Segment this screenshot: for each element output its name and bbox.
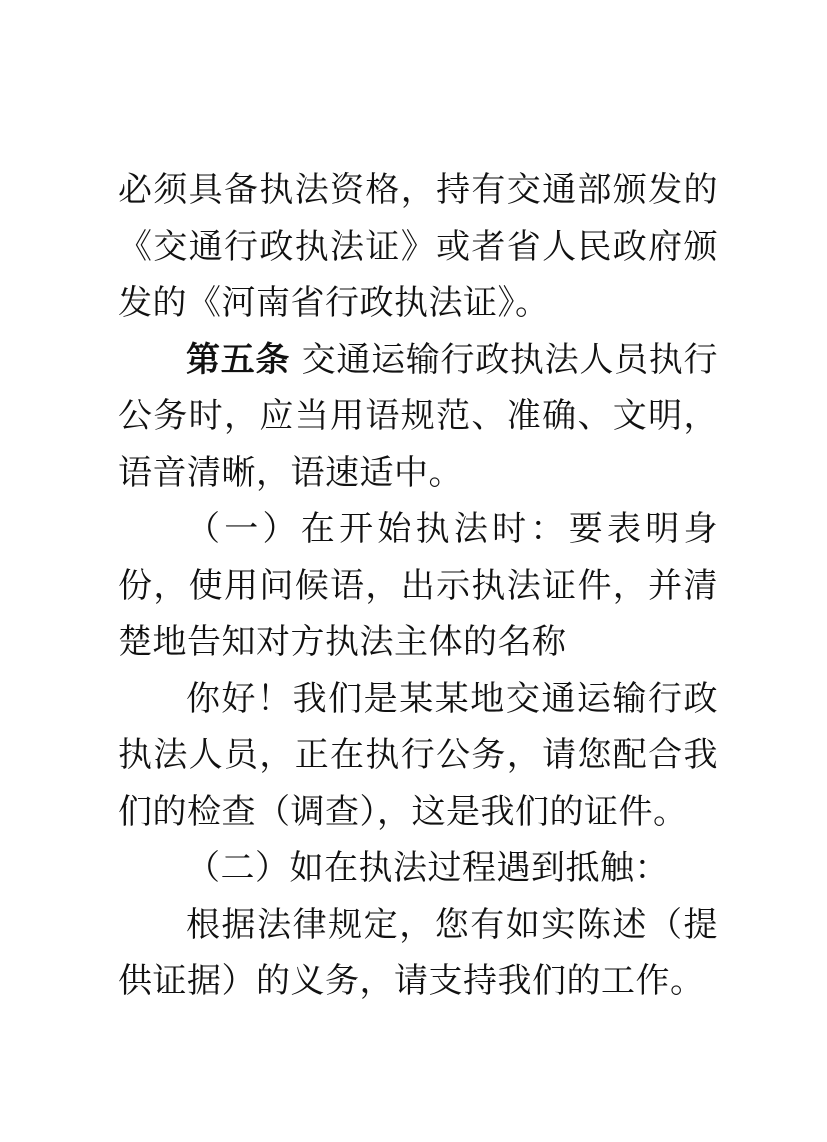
paragraph-item-one: （一）在开始执法时：要表明身份，使用问候语，出示执法证件，并清楚地告知对方执法主体的名称 [118, 509, 718, 662]
document-body [118, 162, 718, 1010]
paragraph-resistance-script: 根据法律规定，您有如实陈述（提供证据）的义务，请支持我们的工作。 [118, 904, 718, 1001]
paragraph-item-two: （二）如在执法过程遇到抵触： [186, 848, 669, 888]
paragraph-qualification: 必须具备执法资格，持有交通部颁发的《交通行政执法证》或者省人民政府颁发的《河南省行政执法证》。 [118, 170, 718, 323]
paragraph-greeting-script: 你好！我们是某某地交通运输行政执法人员，正在执行公务，请您配合我们的检查（调查），这是我们的证件。 [118, 678, 718, 832]
paragraph-article-five [118, 332, 718, 502]
article-text: 交通运输行政执法人员执行公务时，应当用语规范、准确、文明，语音清晰，语速适中。 [118, 339, 718, 493]
article-number: 第五条 [186, 339, 291, 380]
